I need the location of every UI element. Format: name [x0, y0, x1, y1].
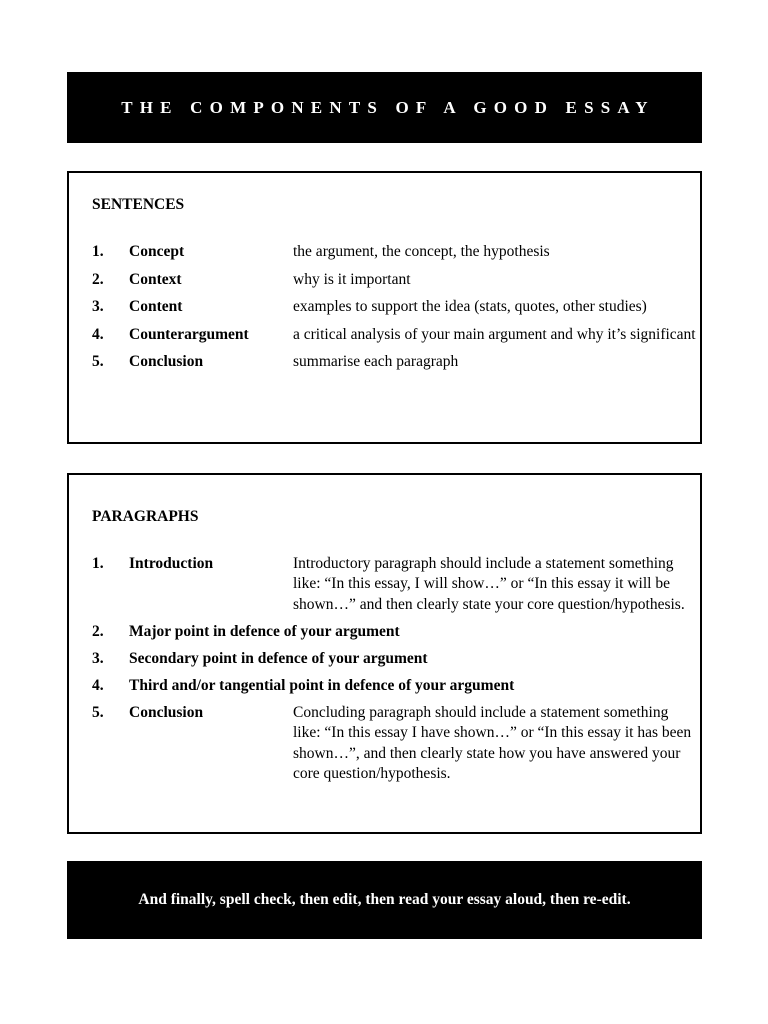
- paragraphs-section: [67, 473, 702, 834]
- item-number: 1.: [92, 555, 104, 572]
- paragraphs-item-conclusion: [92, 703, 696, 785]
- footer-note: And finally, spell check, then edit, then read your essay aloud, then re-edit.: [138, 891, 631, 908]
- item-term: Conclusion: [129, 353, 204, 371]
- sentences-item-content: [92, 297, 696, 317]
- title-banner: [67, 72, 702, 143]
- paragraphs-item-introduction: [92, 554, 696, 615]
- item-term: Major point in defence of your argument: [129, 622, 400, 640]
- item-description: summarise each paragraph: [293, 353, 459, 371]
- item-term: Conclusion: [129, 703, 204, 721]
- item-number: 5.: [92, 703, 104, 721]
- item-term: Counterargument: [129, 325, 249, 343]
- paragraphs-heading: PARAGRAPHS: [92, 508, 199, 525]
- paragraphs-item-third-point: [92, 676, 696, 696]
- sentences-item-concept: [92, 242, 696, 262]
- item-number: 3.: [92, 298, 104, 316]
- page-title: THE COMPONENTS OF A GOOD ESSAY: [121, 97, 655, 117]
- item-term: Introduction: [129, 555, 214, 572]
- item-description: the argument, the concept, the hypothesis: [293, 243, 550, 260]
- sentences-section: [67, 171, 702, 444]
- item-description: Concluding paragraph should include a statement something like: “In this essay I have shown…” or “In this essay it has been shown…”, and then clearly state how you have answered your core question/hypothesis.: [293, 703, 692, 783]
- paragraphs-item-major-point: [92, 622, 696, 642]
- sentences-item-conclusion: [92, 352, 696, 372]
- item-description: examples to support the idea (stats, quotes, other studies): [293, 298, 647, 316]
- item-number: 3.: [92, 649, 104, 667]
- footer-banner: [67, 861, 702, 939]
- sentences-item-counterargument: [92, 325, 696, 345]
- paragraphs-list: [92, 554, 696, 791]
- item-number: 4.: [92, 325, 104, 343]
- paragraphs-item-secondary-point: [92, 649, 696, 669]
- item-term: Concept: [129, 243, 185, 260]
- item-description: Introductory paragraph should include a statement something like: “In this essay, I will show…” or “In this essay it will be shown…” and then clearly state your core question/hypothesis.: [293, 555, 685, 613]
- item-number: 5.: [92, 353, 104, 371]
- item-term: Context: [129, 270, 182, 288]
- sentences-heading: SENTENCES: [92, 196, 185, 213]
- item-term: Third and/or tangential point in defence of your argument: [129, 676, 515, 694]
- item-description: why is it important: [293, 270, 411, 288]
- sentences-list: [92, 242, 696, 380]
- item-number: 2.: [92, 270, 104, 288]
- item-term: Secondary point in defence of your argument: [129, 649, 428, 667]
- item-description: a critical analysis of your main argument and why it’s significant: [293, 325, 696, 343]
- item-number: 2.: [92, 622, 104, 640]
- item-number: 4.: [92, 676, 104, 694]
- item-number: 1.: [92, 243, 104, 260]
- sentences-item-context: [92, 270, 696, 290]
- item-term: Content: [129, 298, 183, 316]
